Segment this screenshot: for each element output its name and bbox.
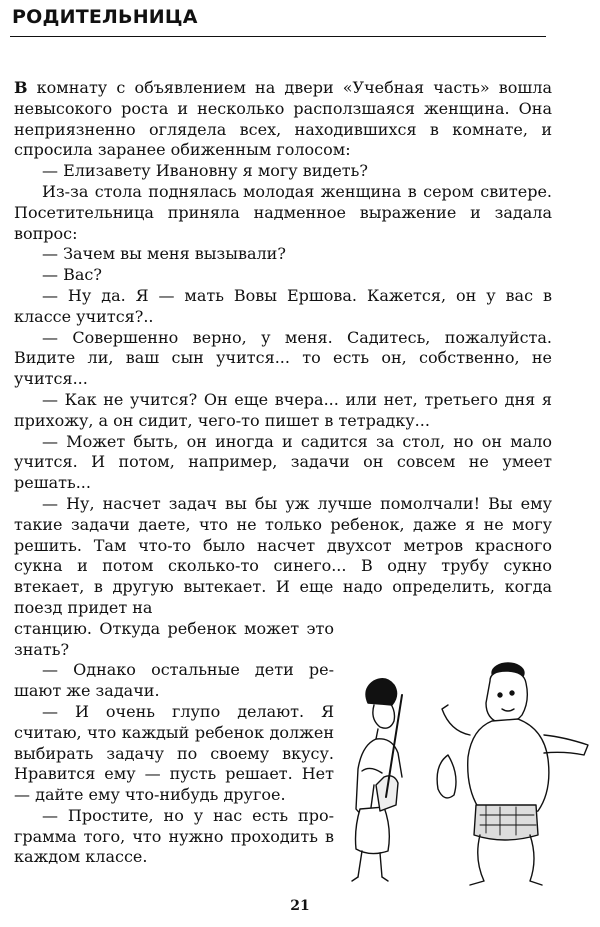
paragraph: — Может быть, он иногда и садится за стол, но он мало учится. И потом, например, задачи он совсем не умеет решать... bbox=[14, 431, 552, 493]
paragraph: — Простите, но у нас есть программа того, что нужно проходить в каждом классе. bbox=[14, 805, 334, 867]
paragraph: — Ну да. Я — мать Вовы Ершова. Кажется, он у вас в классе учится?.. bbox=[14, 285, 552, 326]
paragraph: — Вас? bbox=[42, 265, 102, 285]
paragraph: станцию. Откуда ребенок может это знать? bbox=[14, 618, 334, 659]
chapter-title: РОДИТЕЛЬНИЦА bbox=[12, 6, 198, 28]
paragraph: — Совершенно верно, у меня. Садитесь, пожалуйста. Видите ли, ваш сын учится... то есть он, собственно, не учится... bbox=[14, 327, 552, 389]
paragraph: — И очень глупо делают. Я считаю, что каждый ребенок должен выбирать задачу по своему вкусу. Нравится ему — пусть решает. Нет — дайте ему что-нибудь другое. bbox=[14, 701, 334, 805]
mother-figure bbox=[437, 663, 588, 885]
paragraph: — Елизавету Ивановну я могу видеть? bbox=[42, 161, 368, 181]
paragraph: — Ну, насчет задач вы бы уж лучше помолчали! Вы ему такие задачи даете, что не только ребенок, даже я не могу решить. Там что-то было насчет двухсот метров красного сукна и потом сколько-то синего... В одну трубу сукно втекает, в другую вытекает. И еще надо определить, когда поезд придет на bbox=[14, 493, 552, 617]
page-number: 21 bbox=[290, 898, 310, 914]
paragraph bbox=[14, 78, 552, 161]
paragraph: — Однако остальные дети решают же задачи. bbox=[14, 660, 334, 701]
header-rule bbox=[10, 36, 546, 37]
paragraph-text: комнату с объявлением на двери «Учебная часть» вошла невысокого роста и несколько расползшаяся женщина. Она неприязненно оглядела всех, находившихся в комнате, и спросила заранее обиженным голосом: bbox=[14, 78, 552, 160]
teacher-figure bbox=[352, 679, 402, 881]
paragraph: — Как не учится? Он еще вчера... или нет, третьего дня я прихожу, а он сидит, чего-то пишет в тетрадку... bbox=[14, 389, 552, 430]
drop-cap: В bbox=[14, 78, 28, 97]
cartoon-illustration bbox=[340, 655, 592, 890]
paragraph: — Зачем вы меня вызывали? bbox=[42, 244, 286, 264]
paragraph: Из-за стола поднялась молодая женщина в сером свитере. Посетительница приняла надменное выражение и задала вопрос: bbox=[14, 181, 552, 243]
